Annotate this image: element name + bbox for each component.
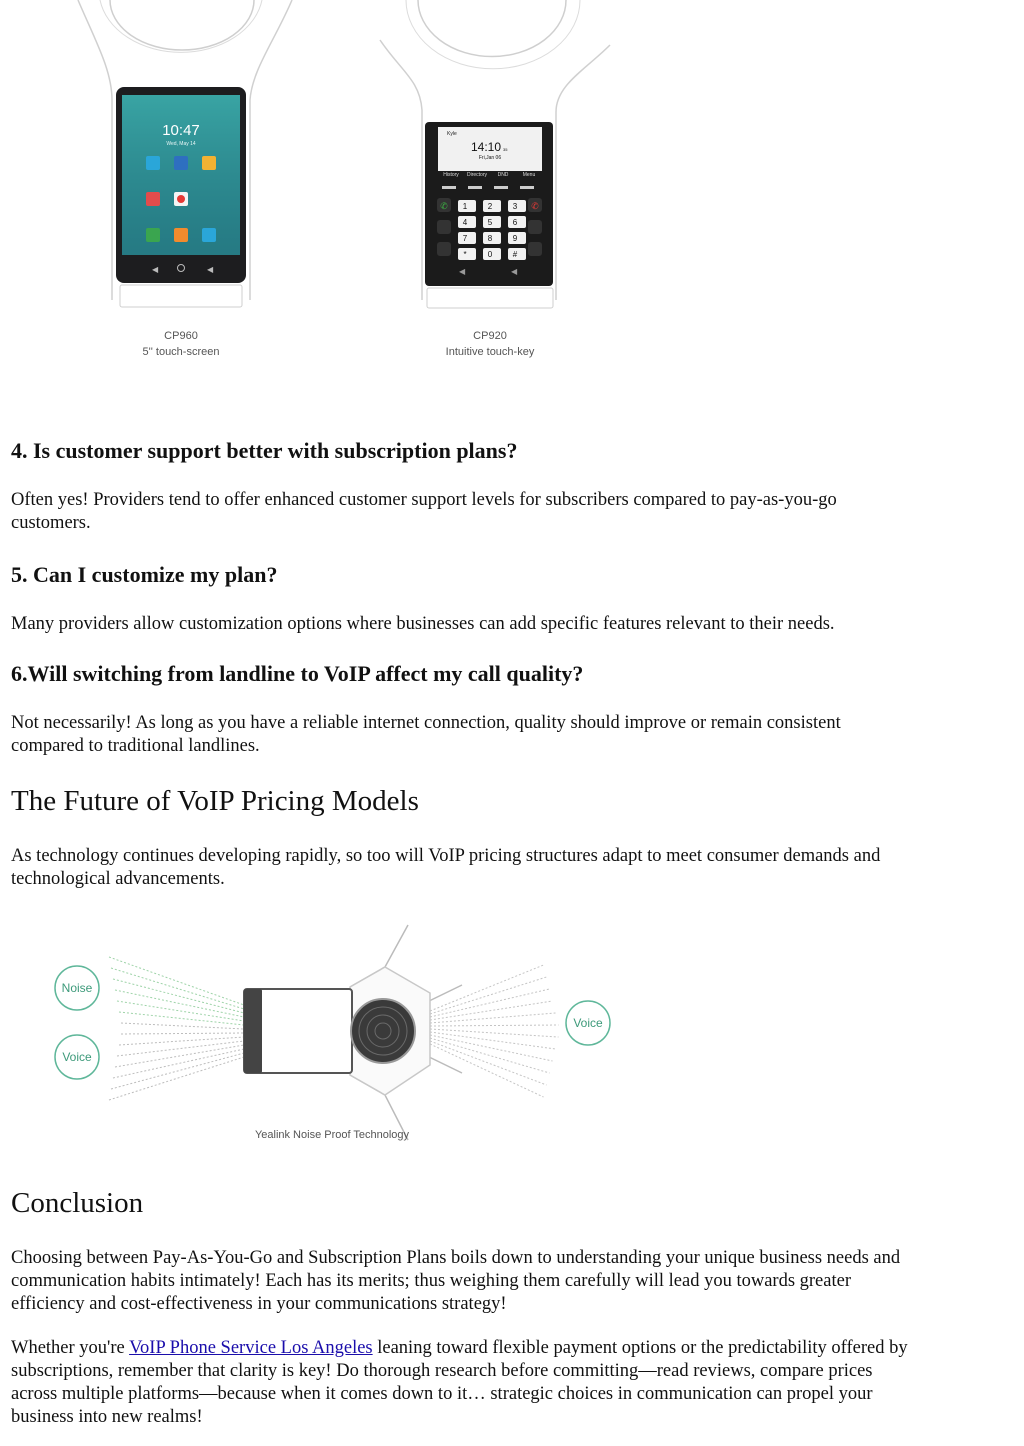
cp920-softkey-history: History [443,172,459,178]
left-sound-ray [111,968,244,1009]
svg-text:◀: ◀ [207,265,214,274]
cp920-key [458,248,476,260]
noise-label-circle [55,966,99,1010]
cp920-key-label: 5 [487,218,493,227]
voice-right-label-circle [566,1001,610,1045]
voice-left-label-circle [55,1035,99,1079]
cp920-key-label: * [463,250,467,259]
cp920-key-label: 4 [462,218,468,227]
cp920-screen-time-small: 35 [503,147,508,152]
future-line-1: As technology continues developing rapidly, so too will VoIP pricing structures adapt to meet consumer demands and [11,846,881,866]
cp920-key-label: # [512,250,518,259]
cp920-key-label: 9 [512,234,518,243]
svg-text:✆: ✆ [440,202,448,212]
cp920-key-label: 8 [487,234,493,243]
future-heading: The Future of VoIP Pricing Models [11,785,419,817]
conclusion-p2-line-2: subscriptions, remember that clarity is key! Do thorough research before committing—read reviews, compare prices [11,1361,873,1381]
voice-right-label: Voice [573,1016,603,1030]
future-paragraph [11,845,1015,891]
faq-5-answer [11,613,1015,636]
cp920-key-label: 0 [487,250,493,259]
cp960-phone-image [78,0,292,358]
device-speaker [351,999,415,1063]
conclusion-p2-prefix: Whether you're [11,1338,130,1358]
right-sound-ray [430,1032,556,1049]
cp920-key-label: 6 [512,218,518,227]
svg-text:◀: ◀ [152,265,159,274]
right-sound-ray [430,977,547,1014]
noise-label: Noise [61,981,93,995]
faq-4-question: 4. Is customer support better with subscription plans? [11,438,518,463]
svg-text:◀: ◀ [511,267,518,276]
conclusion-p2-line-3: across multiple platforms—because when it comes down to it… strategic choices in communication can propel your [11,1384,873,1404]
right-sound-ray [430,1041,547,1085]
right-sound-ray [430,1044,544,1097]
faq-6-answer [11,712,1015,758]
svg-text:✆: ✆ [531,202,539,212]
right-sound-ray [430,1038,550,1073]
phones-figure [0,0,640,370]
cp960-screen-time: 10:47 [162,122,200,139]
faq-6-answer-line-2: compared to traditional landlines. [11,736,260,756]
cp920-screen-name: Kyle [447,131,457,137]
faq-4-answer-line-2: customers. [11,513,91,533]
faq-4-answer [11,489,1015,535]
cp920-softkey-menu: Menu [522,172,536,178]
future-line-2: technological advancements. [11,869,225,889]
voice-left-label: Voice [62,1050,92,1064]
cp920-screen-date: Fri,Jan 06 [478,155,502,161]
right-sound-ray [430,1001,553,1020]
right-sound-ray [430,1035,553,1061]
right-sound-ray [430,1025,559,1026]
faq-6-question: 6.Will switching from landline to VoIP affect my call quality? [11,661,584,686]
conclusion-p1-line-1: Choosing between Pay-As-You-Go and Subscription Plans boils down to understanding your unique business needs and [11,1248,901,1268]
cp960-model-label: CP960 [164,330,198,342]
cp960-screen-date: Wed, May 14 [166,141,196,147]
cp920-key-label: 3 [512,202,518,211]
conclusion-paragraph-1 [11,1247,1015,1316]
left-sound-ray [113,979,244,1013]
left-sound-ray [121,1033,244,1034]
left-sound-ray [117,1041,244,1056]
cp920-softkey-dnd: DND [497,172,509,178]
noise-figure-caption: Yealink Noise Proof Technology [254,1129,410,1141]
cp920-softkey-directory: Directory [466,172,488,178]
faq-5-answer-line-1: Many providers allow customization options where businesses can add specific features relevant to their needs. [11,614,835,634]
voip-los-angeles-link[interactable]: VoIP Phone Service Los Angeles [129,1338,373,1358]
cp920-screen-time: 14:10 [470,140,502,154]
right-sound-ray [430,1013,556,1023]
right-sound-ray [430,989,550,1017]
faq-6-answer-line-1: Not necessarily! As long as you have a reliable internet connection, quality should improve or remain consistent [11,713,841,733]
faq-5-question: 5. Can I customize my plan? [11,562,278,587]
left-sound-ray [119,1037,244,1045]
right-sound-ray [430,1029,559,1037]
svg-text:◀: ◀ [459,267,466,276]
cp960-subtitle-label: 5'' touch-screen [142,346,220,358]
conclusion-p1-line-3: efficiency and cost-effectiveness in your communications strategy! [11,1294,507,1314]
conclusion-p1-line-2: communication habits intimately! Each has its merits; thus weighing them carefully will lead you towards greater [11,1271,851,1291]
conclusion-heading: Conclusion [11,1187,144,1219]
right-sound-ray [430,965,544,1011]
cp920-model-label: CP920 [473,330,507,342]
cp920-key-label: 7 [462,234,468,243]
cp920-subtitle-label: Intuitive touch-key [445,346,535,358]
cp920-phone-image [380,0,610,358]
left-sound-ray [109,957,244,1005]
conclusion-paragraph-2 [11,1337,1015,1429]
cp920-key-label: 2 [487,202,493,211]
conclusion-p2-line-4: business into new realms! [11,1407,203,1427]
noise-proof-figure [0,915,640,1150]
faq-4-answer-line-1: Often yes! Providers tend to offer enhanced customer support levels for subscribers compared to pay-as-you-go [11,490,837,510]
left-sound-ray [121,1023,244,1029]
left-sound-ray [111,1053,244,1089]
cp920-key-label: 1 [462,202,468,211]
conclusion-p2-line-1-rest: leaning toward flexible payment options or the predictability offered by [372,1338,908,1358]
